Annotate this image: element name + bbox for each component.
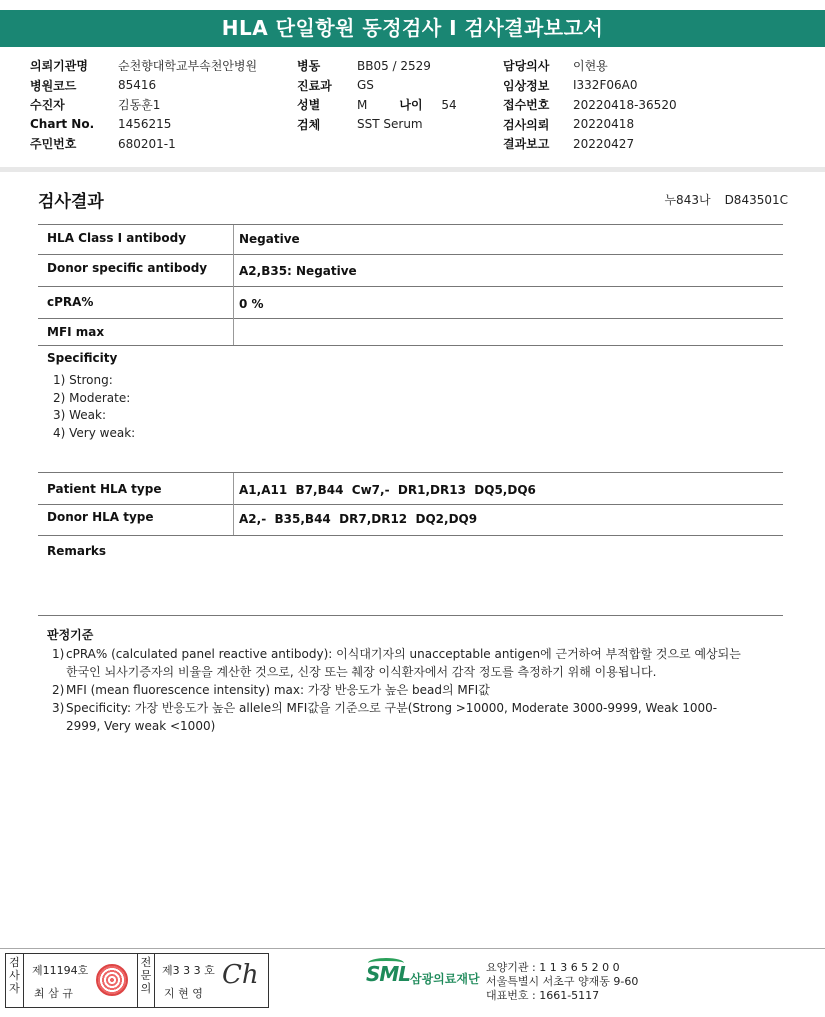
info-label: 진료과 (297, 78, 332, 93)
specificity-item: 1) Strong: (53, 373, 113, 387)
table-rule (38, 254, 783, 255)
info-row-clinical-info (503, 76, 677, 96)
info-value: GS (357, 78, 374, 93)
specificity-list (53, 372, 135, 442)
examiner-name: 최 삼 규 (34, 987, 73, 1000)
info-value: 85416 (118, 78, 157, 93)
report-title: HLA 단일항원 동정검사 I 검사결과보고서 (0, 10, 825, 47)
info-value: 김동훈1 (118, 98, 161, 113)
table-column-divider (233, 225, 234, 345)
ref-code-2: D843501C (724, 193, 788, 207)
ref-code-1: 누843나 (664, 193, 711, 207)
info-label: 병동 (297, 59, 321, 74)
signature-mark: Ch (222, 960, 259, 990)
logo-org-name: 삼광의료재단 (410, 972, 480, 986)
criteria-text: Specificity: 가장 반응도가 높은 allele의 MFI값을 기준으로 구분(Strong >10000, Moderate 3000-9999, Weak 1000-2999, Very weak <1000) (66, 701, 718, 733)
info-value: 20220418 (573, 117, 635, 132)
criteria-num: 2) (52, 683, 65, 697)
info-label: 임상정보 (503, 78, 550, 93)
info-row-receipt-no (503, 95, 677, 115)
logo-sml: SML (366, 962, 411, 986)
table-rule (38, 318, 783, 319)
specificity-item: 4) Very weak: (53, 425, 136, 440)
table-rule (38, 345, 783, 346)
cpra-label: cPRA% (47, 295, 94, 309)
table-rule (38, 472, 783, 473)
info-row-hospital-code (30, 76, 257, 96)
criteria-title: 판정기준 (47, 628, 94, 642)
info-row-institution (30, 56, 257, 76)
criteria-item (52, 699, 742, 735)
info-row-department (297, 76, 457, 96)
info-value: 이현용 (573, 59, 608, 74)
specificity-item: 2) Moderate: (53, 390, 131, 405)
info-row-specimen (297, 115, 457, 135)
info-value: 20220427 (573, 136, 635, 151)
info-value: 680201-1 (118, 136, 176, 151)
hla-class1-label: HLA Class I antibody (47, 231, 187, 245)
specialist-name: 지 현 영 (164, 987, 203, 1000)
table-rule (38, 286, 783, 287)
info-label: Chart No. (30, 117, 95, 132)
org-code: 요양기관 : 1 1 3 6 5 2 0 0 (486, 961, 620, 974)
info-label: 병원코드 (30, 78, 77, 93)
info-label: 수진자 (30, 98, 65, 113)
table-rule (38, 535, 783, 536)
result-ref-codes (664, 191, 788, 208)
criteria-item (52, 681, 742, 699)
info-row-doctor (503, 56, 677, 76)
info-row-resident-no (30, 134, 257, 154)
table-rule (38, 615, 783, 616)
info-row-request-date (503, 115, 677, 135)
info-label: 의뢰기관명 (30, 59, 88, 74)
table-rule (38, 224, 783, 225)
patient-info-col2 (297, 56, 457, 134)
hla-class1-value: Negative (239, 232, 300, 246)
donor-hla-label: Donor HLA type (47, 510, 154, 524)
specialist-label: 전문의 (137, 954, 155, 1007)
specificity-item: 3) Weak: (53, 408, 107, 422)
info-value: I332F06A0 (573, 78, 638, 93)
patient-hla-value: A1,A11 B7,B44 Cw7,- DR1,DR13 DQ5,DQ6 (239, 483, 536, 497)
seal-icon (96, 964, 128, 996)
patient-info-col3 (503, 56, 677, 154)
examiner-label: 검사자 (6, 954, 24, 1007)
donor-hla-value: A2,- B35,B44 DR7,DR12 DQ2,DQ9 (239, 512, 478, 526)
info-label: 주민번호 (30, 137, 77, 152)
age-label: 나이 (399, 98, 423, 113)
patient-hla-label: Patient HLA type (47, 482, 162, 496)
info-label: 검사의뢰 (503, 117, 550, 132)
info-value: M (357, 97, 368, 112)
criteria-item (52, 645, 742, 681)
info-value: 20220418-36520 (573, 97, 677, 112)
info-label: 담당의사 (503, 59, 550, 74)
criteria-list (52, 645, 742, 735)
info-label: 성별 (297, 98, 321, 113)
specialist-license: 제3 3 3 호 (162, 964, 215, 977)
section-divider (0, 167, 825, 172)
footer-divider (0, 948, 825, 949)
info-value: 1456215 (118, 117, 172, 132)
org-phone: 대표번호 : 1661-5117 (486, 989, 600, 1002)
criteria-num: 1) (52, 647, 65, 661)
criteria-num: 3) (52, 701, 65, 715)
table-column-divider (233, 473, 234, 535)
criteria-text: MFI (mean fluorescence intensity) max: 가장 반응도가 높은 bead의 MFI값 (66, 683, 490, 697)
dsa-value: A2,B35: Negative (239, 264, 357, 278)
table-rule (38, 504, 783, 505)
patient-info-col1 (30, 56, 257, 154)
dsa-label: Donor specific antibody (47, 261, 208, 275)
info-value: 순천향대학교부속천안병원 (118, 59, 258, 74)
info-row-report-date (503, 134, 677, 154)
age-value: 54 (441, 97, 457, 112)
info-label: 결과보고 (503, 137, 550, 152)
info-row-sex-age (297, 95, 457, 115)
specificity-label: Specificity (47, 351, 118, 365)
info-label: 검체 (297, 117, 321, 132)
cpra-value: 0 % (239, 297, 264, 311)
info-row-ward (297, 56, 457, 76)
remarks-label: Remarks (47, 544, 107, 558)
results-section-title: 검사결과 (38, 192, 104, 212)
org-info (486, 961, 638, 1003)
criteria-text: cPRA% (calculated panel reactive antibody): 이식대기자의 unacceptable antigen에 근거하여 부적합할 것으로 예상되는 한국인 뇌사기증자의 비율을 계산한 것으로, 신장 또는 췌장 이식환자에서 감작 정도를 측정하기 위해 이용됩니다. (66, 647, 741, 679)
info-label: 접수번호 (503, 98, 550, 113)
info-row-chart-no (30, 115, 257, 135)
org-address: 서울특별시 서초구 양재동 9-60 (486, 975, 639, 988)
info-value: BB05 / 2529 (357, 58, 431, 73)
info-row-patient (30, 95, 257, 115)
info-value: SST Serum (357, 117, 423, 132)
mfi-max-label: MFI max (47, 325, 105, 339)
examiner-license: 제11194호 (32, 964, 89, 977)
